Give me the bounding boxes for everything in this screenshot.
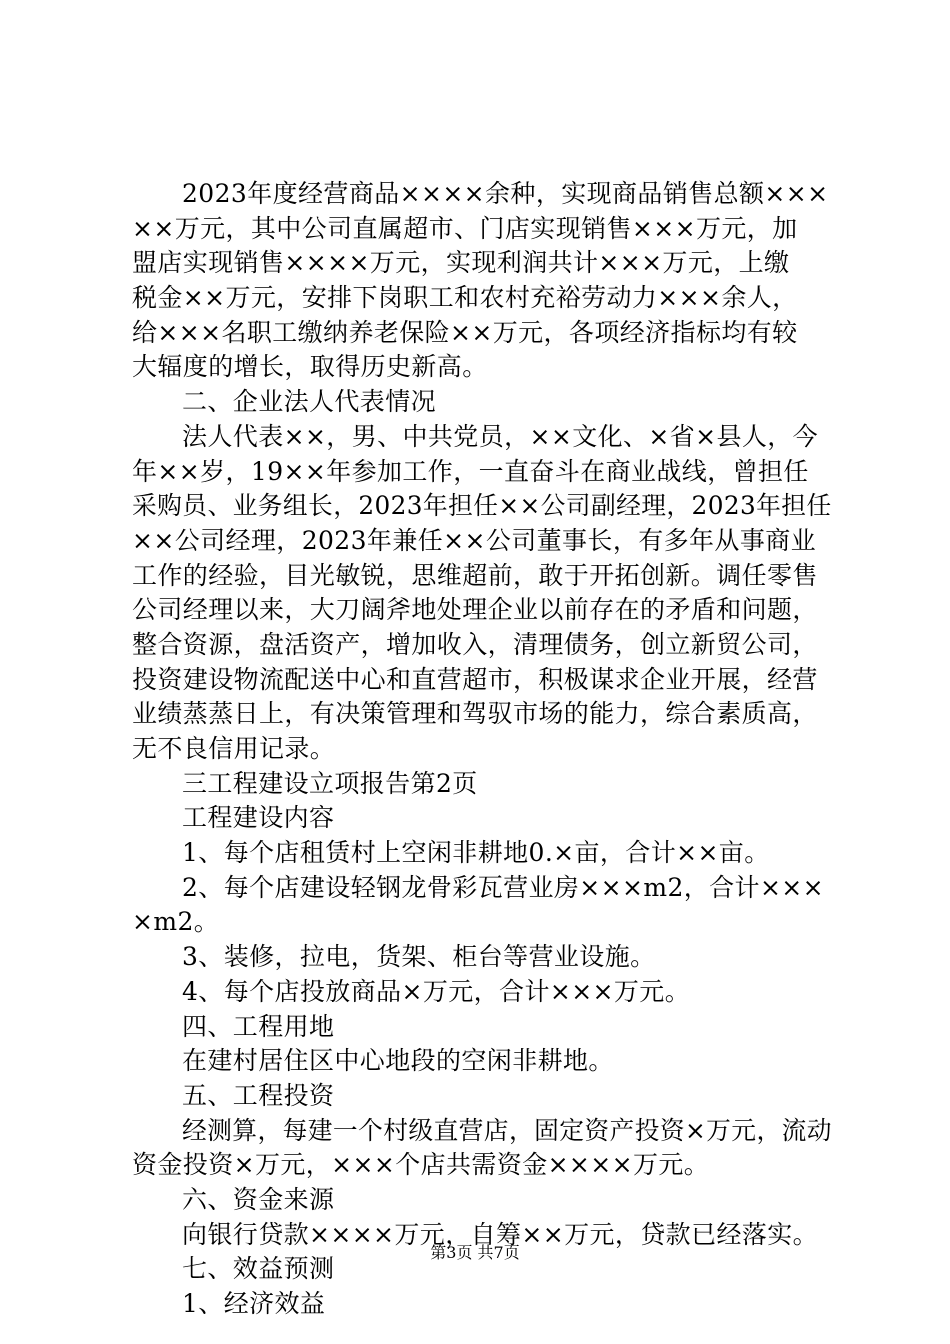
text-line: 采购员、业务组长，2023年担任××公司副经理，2023年担任 — [132, 491, 832, 521]
text-line: 公司经理以来，大刀阔斧地处理企业以前存在的矛盾和问题， — [132, 595, 818, 625]
section-heading: 七、效益预测 — [182, 1254, 335, 1284]
text-line: 大辐度的增长，取得历史新高。 — [132, 352, 488, 382]
section-heading: 二、企业法人代表情况 — [182, 387, 437, 417]
text-line: 税金××万元，安排下岗职工和农村充裕劳动力×××余人， — [132, 283, 798, 313]
text-line: ×m2。 — [132, 907, 220, 937]
section-heading: 三工程建设立项报告第2页 — [182, 768, 478, 798]
page-footer — [0, 1240, 950, 1263]
text-line: 2023年度经营商品××××余种，实现商品销售总额××× — [182, 179, 829, 208]
text-line: 工作的经验，目光敏锐，思维超前，敢于开拓创新。调任零售 — [132, 560, 818, 590]
text-line: 在建村居住区中心地段的空闲非耕地。 — [182, 1046, 614, 1076]
text-line: ××公司经理，2023年兼任××公司董事长，有多年从事商业 — [132, 525, 817, 555]
text-line: 无不良信用记录。 — [132, 734, 336, 763]
section-heading: 工程建设内容 — [182, 803, 335, 833]
text-line: 年××岁，19××年参加工作，一直奋斗在商业战线，曾担任 — [132, 456, 809, 486]
section-heading: 五、工程投资 — [182, 1080, 335, 1110]
section-heading: 六、资金来源 — [182, 1184, 335, 1214]
list-item: 1、每个店租赁村上空闲非耕地0.×亩，合计××亩。 — [182, 838, 770, 868]
text-line: 法人代表××，男、中共党员，××文化、×省×县人，今 — [182, 421, 819, 451]
text-line: 给×××名职工缴纳养老保险××万元，各项经济指标均有较 — [132, 317, 798, 347]
list-item: 3、装修，拉电，货架、柜台等营业设施。 — [182, 942, 656, 972]
section-heading: 四、工程用地 — [182, 1011, 335, 1041]
text-line: 经测算，每建一个村级直营店，固定资产投资×万元，流动 — [182, 1115, 832, 1145]
text-line: 盟店实现销售××××万元，实现利润共计×××万元，上缴 — [132, 248, 790, 278]
text-line: 资金投资×万元，×××个店共需资金××××万元。 — [132, 1150, 710, 1180]
text-line: ××万元，其中公司直属超市、门店实现销售×××万元，加 — [132, 213, 798, 243]
list-item: 1、经济效益 — [182, 1289, 326, 1318]
text-line: 业绩蒸蒸日上，有决策管理和驾驭市场的能力，综合素质高， — [132, 699, 818, 729]
list-item: 2、每个店建设轻钢龙骨彩瓦营业房×××m2，合计××× — [182, 872, 825, 902]
text-line: 向银行贷款××××万元，自筹××万元，贷款已经落实。 — [182, 1219, 819, 1249]
text-line: 投资建设物流配送中心和直营超市，积极谋求企业开展，经营 — [132, 664, 818, 694]
document-body — [132, 177, 832, 1322]
page-number-label: 第3页 共7页 — [430, 1243, 520, 1262]
list-item: 4、每个店投放商品×万元，合计×××万元。 — [182, 976, 691, 1006]
text-line: 整合资源，盘活资产，增加收入，清理债务，创立新贸公司， — [132, 629, 818, 659]
